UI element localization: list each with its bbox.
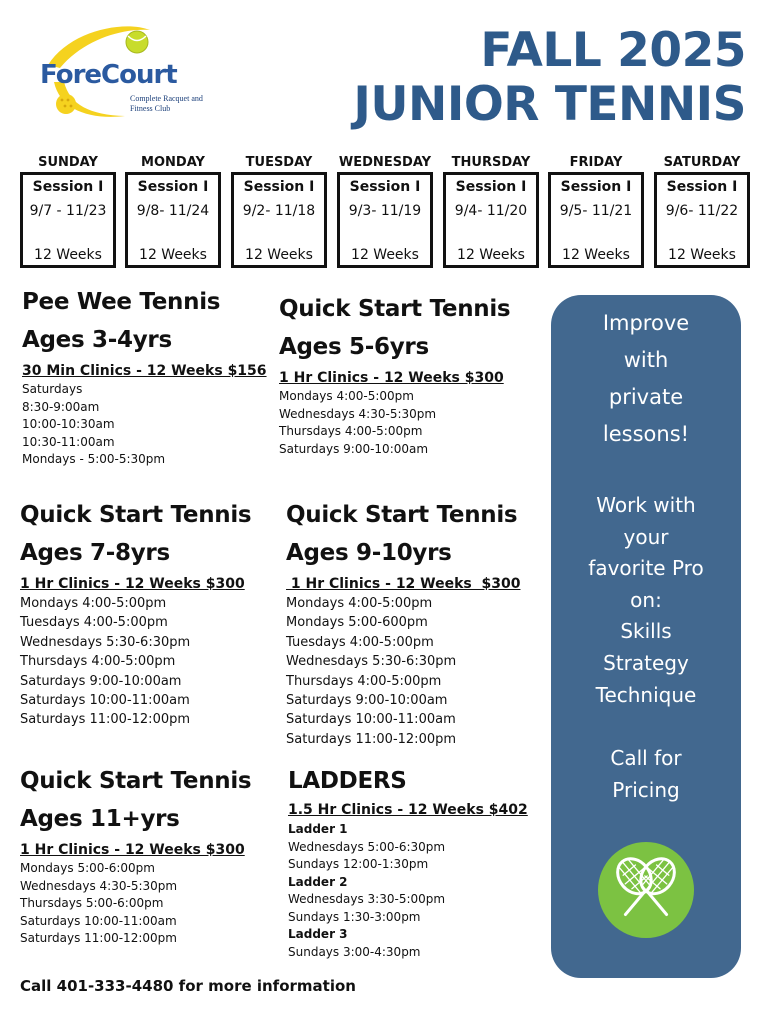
contact-footer: Call 401-333-4480 for more information (20, 977, 356, 995)
program-times (20, 860, 251, 948)
day-session: Session I (349, 179, 421, 195)
day-session: Session I (137, 179, 209, 195)
logo-brand-name: ForeCourt (40, 60, 177, 90)
program-clinic-price: 1 Hr Clinics - 12 Weeks $300 (279, 370, 504, 386)
time-slot: Mondays 4:00-5:00pm (20, 596, 167, 611)
day-weeks: 12 Weeks (351, 247, 419, 263)
day-name: TUESDAY (245, 155, 313, 170)
day-box (654, 172, 750, 268)
day-box (548, 172, 644, 268)
private-lessons-panel (551, 295, 741, 978)
time-slot: Saturdays 10:00-11:00am (20, 913, 177, 928)
day-dates: 9/7 - 11/23 (29, 203, 107, 219)
title-line-2: JUNIOR TENNIS (353, 77, 746, 132)
day-box (337, 172, 433, 268)
sidebar-line: Technique (595, 682, 697, 707)
program-name: Quick Start Tennis (279, 296, 511, 322)
ladder-label: Ladder 2 (288, 874, 348, 889)
day-weeks: 12 Weeks (562, 247, 630, 263)
sidebar-line: Improve (602, 311, 690, 335)
time-slot: Wednesdays 4:30-5:30pm (279, 406, 437, 421)
day-dates: 9/8- 11/24 (136, 203, 210, 219)
time-slot: Mondays 5:00-600pm (286, 615, 428, 631)
sidebar-line: Pricing (612, 777, 680, 802)
time-slot: 10:30-11:00am (22, 434, 115, 449)
program-ladders (288, 762, 528, 961)
work-with-pro-text (551, 490, 741, 711)
time-slot: Saturdays 9:00-10:00am (20, 673, 182, 689)
time-slot: Saturdays 9:00-10:00am (286, 693, 448, 709)
day-box (20, 172, 116, 268)
day-name: WEDNESDAY (338, 155, 432, 170)
day-name: SUNDAY (38, 155, 98, 170)
time-slot: Saturdays 10:00-11:00am (20, 693, 190, 709)
time-slot: Saturdays 11:00-12:00pm (20, 712, 191, 728)
day-friday (548, 155, 644, 268)
time-slot: Sundays 1:30-3:00pm (288, 909, 421, 924)
time-slot: Tuesdays 4:00-5:00pm (286, 634, 434, 650)
day-session: Session I (455, 179, 527, 195)
time-slot: Mondays 4:00-5:00pm (286, 596, 433, 611)
program-times (286, 594, 520, 749)
time-slot: Tuesdays 4:00-5:00pm (20, 615, 168, 631)
time-slot: 10:00-10:30am (22, 417, 115, 431)
program-ages: Ages 11+yrs (20, 806, 180, 832)
club-logo (30, 20, 203, 130)
program-name: Quick Start Tennis (20, 502, 252, 528)
time-slot: Mondays - 5:00-5:30pm (22, 452, 166, 466)
day-box (125, 172, 221, 268)
day-weeks: 12 Weeks (457, 247, 525, 263)
program-quick-start-5-6 (279, 290, 510, 458)
time-slot: Saturdays (22, 382, 83, 396)
crossed-racquets-icon (598, 842, 694, 938)
day-dates: 9/3- 11/19 (348, 203, 422, 219)
time-slot: Sundays 3:00-4:30pm (288, 944, 421, 959)
program-name: Quick Start Tennis (286, 502, 518, 528)
session-calendar (20, 155, 750, 270)
sidebar-line: lessons! (602, 422, 690, 446)
time-slot: Wednesdays 3:30-5:00pm (288, 892, 446, 906)
time-slot: Wednesdays 4:30-5:30pm (20, 878, 178, 893)
time-slot: Wednesdays 5:00-6:30pm (288, 839, 446, 854)
day-name: MONDAY (141, 155, 205, 170)
program-name: Quick Start Tennis (20, 768, 252, 794)
day-session: Session I (32, 179, 104, 195)
day-session: Session I (666, 179, 738, 195)
time-slot: Thursdays 4:00-5:00pm (279, 424, 423, 438)
day-dates: 9/5- 11/21 (559, 203, 633, 219)
sidebar-line: Strategy (603, 650, 689, 675)
time-slot: Sundays 12:00-1:30pm (288, 857, 429, 871)
day-name: FRIDAY (569, 155, 623, 170)
time-slot: Saturdays 11:00-12:00pm (20, 931, 177, 945)
day-monday (125, 155, 221, 268)
program-clinic-price: 1.5 Hr Clinics - 12 Weeks $402 (288, 802, 528, 818)
day-dates: 9/4- 11/20 (454, 203, 528, 219)
program-clinic-price: 1 Hr Clinics - 12 Weeks $300 (286, 576, 521, 592)
time-slot: Thursdays 4:00-5:00pm (286, 673, 442, 689)
program-ages: Ages 9-10yrs (286, 540, 452, 566)
day-sunday (20, 155, 116, 268)
sidebar-line: Work with (596, 493, 696, 517)
time-slot: Wednesdays 5:30-6:30pm (286, 654, 457, 670)
sidebar-line: Call for (610, 746, 682, 770)
program-ages: Ages 5-6yrs (279, 334, 429, 360)
time-slot: Mondays 5:00-6:00pm (20, 861, 155, 875)
day-dates: 9/2- 11/18 (242, 203, 316, 219)
program-ages: Ages 7-8yrs (20, 540, 170, 566)
sidebar-line: on: (630, 587, 662, 612)
page-title (353, 24, 746, 132)
program-ages: Ages 3-4yrs (22, 327, 172, 353)
time-slot: Saturdays 10:00-11:00am (286, 712, 456, 728)
day-weeks: 12 Weeks (245, 247, 313, 263)
day-weeks: 12 Weeks (34, 247, 102, 263)
day-dates: 9/6- 11/22 (665, 203, 739, 219)
sidebar-line: your (623, 524, 669, 549)
time-slot: Thursdays 5:00-6:00pm (20, 896, 164, 910)
title-line-1: FALL 2025 (480, 23, 746, 78)
time-slot: 8:30-9:00am (22, 399, 100, 414)
program-times (279, 388, 510, 458)
day-tuesday (231, 155, 327, 268)
ladder-label: Ladder 1 (288, 822, 348, 836)
time-slot: Saturdays 11:00-12:00pm (286, 731, 457, 747)
program-pee-wee (22, 283, 267, 469)
day-box (443, 172, 539, 268)
program-times (22, 381, 267, 469)
time-slot: Mondays 4:00-5:00pm (279, 389, 414, 403)
day-session: Session I (560, 179, 632, 195)
program-quick-start-11-plus (20, 762, 251, 948)
program-clinic-price: 1 Hr Clinics - 12 Weeks $300 (20, 576, 245, 592)
day-name: THURSDAY (451, 155, 531, 170)
program-clinic-price: 1 Hr Clinics - 12 Weeks $300 (20, 842, 245, 858)
program-clinic-price: 30 Min Clinics - 12 Weeks $156 (22, 363, 267, 379)
call-for-pricing-text (551, 743, 741, 806)
day-weeks: 12 Weeks (668, 247, 736, 263)
day-session: Session I (243, 179, 315, 195)
sidebar-line: with (623, 348, 669, 372)
program-quick-start-9-10 (286, 496, 520, 749)
sidebar-line: Skills (620, 619, 672, 644)
time-slot: Thursdays 4:00-5:00pm (20, 654, 176, 670)
day-wednesday (337, 155, 433, 268)
program-times (288, 821, 528, 961)
program-times (20, 594, 251, 730)
day-box (231, 172, 327, 268)
sidebar-line: favorite Pro (588, 556, 704, 581)
logo-tagline: Complete Racquet and Fitness Club (130, 94, 203, 113)
ladder-label: Ladder 3 (288, 927, 348, 941)
time-slot: Saturdays 9:00-10:00am (279, 441, 429, 456)
improve-text (551, 305, 741, 453)
sidebar-line: private (608, 385, 684, 409)
program-quick-start-7-8 (20, 496, 251, 730)
day-name: SATURDAY (663, 155, 741, 170)
day-saturday (654, 155, 750, 268)
program-name: LADDERS (288, 768, 407, 794)
program-name: Pee Wee Tennis (22, 289, 221, 315)
day-thursday (443, 155, 539, 268)
time-slot: Wednesdays 5:30-6:30pm (20, 634, 191, 650)
day-weeks: 12 Weeks (139, 247, 207, 263)
